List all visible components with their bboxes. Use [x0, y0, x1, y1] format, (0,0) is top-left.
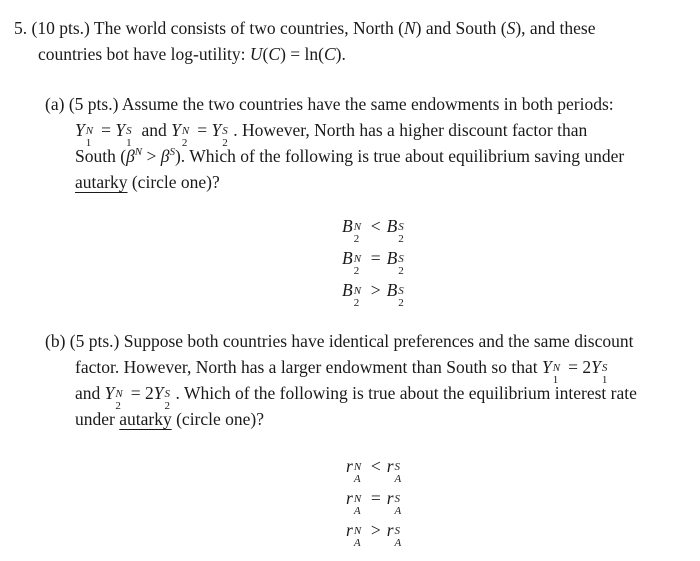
part-a-text-1: Assume the two countries have the same endowments in both periods: — [121, 94, 614, 114]
part-b-points: (5 pts.) — [69, 331, 120, 351]
part-b-line-2: factor. However, North has a larger endowment than South so that Y N 1 = 2Y S 1 — [75, 357, 608, 386]
part-a-line-4 — [75, 171, 220, 193]
part-a-option-3[interactable]: B N 2 > B S 2 — [342, 280, 404, 309]
problem-points: (10 pts.) — [31, 18, 90, 38]
part-b-under: under — [75, 409, 115, 429]
problem-number: 5. — [14, 18, 28, 38]
problem-line-2: countries bot have log-utility: U(C) = ln(C). — [38, 44, 346, 64]
part-b-option-2[interactable]: r N A = r S A — [346, 488, 402, 517]
part-a-line-1 — [45, 93, 614, 115]
part-a-option-1[interactable]: B N 2 < B S 2 — [342, 216, 404, 245]
part-a-autarky: autarky — [75, 172, 128, 192]
part-a-text-2: However, North has a higher discount factor than — [241, 120, 588, 140]
part-b-line-3: and Y N 2 = 2Y S 2 . Which of the following is true about the equilibrium interest rate — [75, 383, 637, 412]
part-b-option-1[interactable]: r N A < r S A — [346, 456, 402, 485]
part-b-text-3: Which of the following is true about the equilibrium interest rate — [183, 383, 637, 403]
part-b-text-1: Suppose both countries have identical preferences and the same discount — [123, 331, 634, 351]
part-a-label: (a) — [45, 94, 65, 114]
part-b-line-1 — [45, 330, 634, 352]
part-a-line-3: South $(\beta^N > \beta^S)$. Which of the following is true about equilibrium saving under — [75, 146, 625, 166]
problem-intro: The world consists of two countries, North (N) and South (S), and these — [93, 18, 596, 38]
part-b-circle-one: (circle one)? — [176, 409, 265, 429]
problem-line-1 — [14, 17, 596, 39]
part-b-autarky: autarky — [119, 409, 172, 429]
part-b-line-4 — [75, 408, 264, 430]
part-a-circle-one: (circle one)? — [131, 172, 220, 192]
part-a-and: and — [141, 120, 167, 140]
part-a-line-2: Y N 1 = Y S 1 and Y N 2 = Y S 2 . However, North has a higher discount factor than — [75, 120, 588, 149]
part-b-text-2: factor. However, North has a larger endowment than South so that — [75, 357, 538, 377]
part-b-label: (b) — [45, 331, 66, 351]
part-b-option-3[interactable]: r N A > r S A — [346, 520, 402, 549]
part-a-option-2[interactable]: B N 2 = B S 2 — [342, 248, 404, 277]
part-a-points: (5 pts.) — [68, 94, 119, 114]
